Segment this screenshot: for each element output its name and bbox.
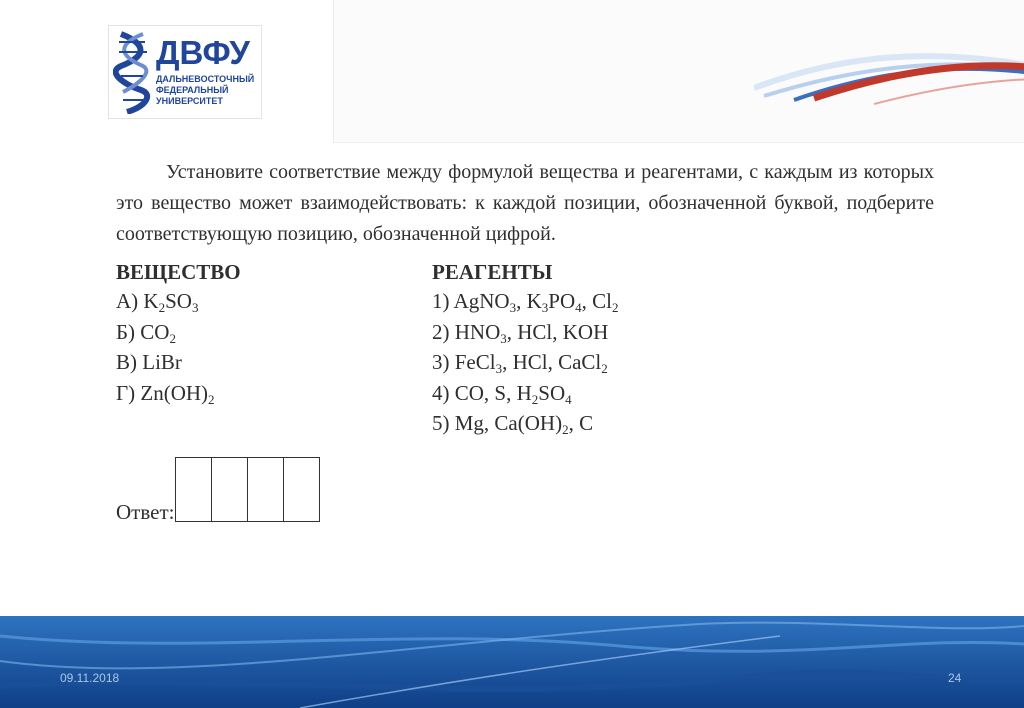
answer-label: Ответ: bbox=[116, 500, 175, 524]
reagent-item: 4) CO, S, $H_2SO_4$ bbox=[432, 380, 572, 407]
substances-column bbox=[116, 258, 241, 408]
reagent-item: 2) $HNO_3$, HCl, KOH bbox=[432, 319, 609, 346]
logo-subtitle-line: УНИВЕРСИТЕТ bbox=[156, 96, 223, 106]
substance-item: А) $K_2SO_3$ bbox=[116, 289, 199, 315]
reagents-heading: РЕАГЕНТЫ bbox=[432, 260, 553, 284]
substance-item: В) LiBr bbox=[116, 350, 182, 374]
reagents-column bbox=[432, 258, 618, 439]
logo-subtitle bbox=[156, 74, 260, 107]
substance-item: Г) $Zn(OH)_2$ bbox=[116, 380, 215, 407]
answer-grid bbox=[175, 457, 320, 522]
logo-subtitle-line: ФЕДЕРАЛЬНЫЙ bbox=[156, 85, 229, 95]
substance-item: Б) $CO_2$ bbox=[116, 319, 176, 346]
logo-name: ДВФУ bbox=[156, 34, 250, 71]
dna-helix-icon bbox=[113, 30, 155, 114]
substances-heading: ВЕЩЕСТВО bbox=[116, 260, 241, 284]
footer-waves bbox=[0, 616, 1024, 708]
task-statement: Установите соответствие между формулой вещества и реагентами, с каждым из которых это вещество может взаимодействовать: к каждой позиции, обозначенной буквой, подберите соответствующую позицию, обозначенной цифрой. bbox=[116, 161, 934, 245]
footer-date: 09.11.2018 bbox=[60, 671, 120, 685]
logo-subtitle-line: ДАЛЬНЕВОСТОЧНЫЙ bbox=[156, 74, 255, 84]
page-number: 24 bbox=[948, 671, 962, 685]
answer-cell[interactable] bbox=[212, 458, 248, 521]
decorative-waves bbox=[754, 38, 1024, 118]
header-band bbox=[333, 0, 1024, 143]
reagent-item: 1) AgNO$_3$, $K_3PO_4$, $Cl_2$ bbox=[432, 289, 619, 315]
reagent-item: 3) FeCl$_3$, HCl, CaCl$_2$ bbox=[432, 350, 608, 376]
dvfu-logo bbox=[108, 25, 262, 119]
reagent-item: 5) Mg, $Ca(OH)_2$, C bbox=[432, 411, 594, 437]
answer-cell[interactable] bbox=[248, 458, 284, 521]
task-text bbox=[116, 157, 934, 250]
answer-cell[interactable] bbox=[284, 458, 319, 521]
answer-cell[interactable] bbox=[176, 458, 212, 521]
